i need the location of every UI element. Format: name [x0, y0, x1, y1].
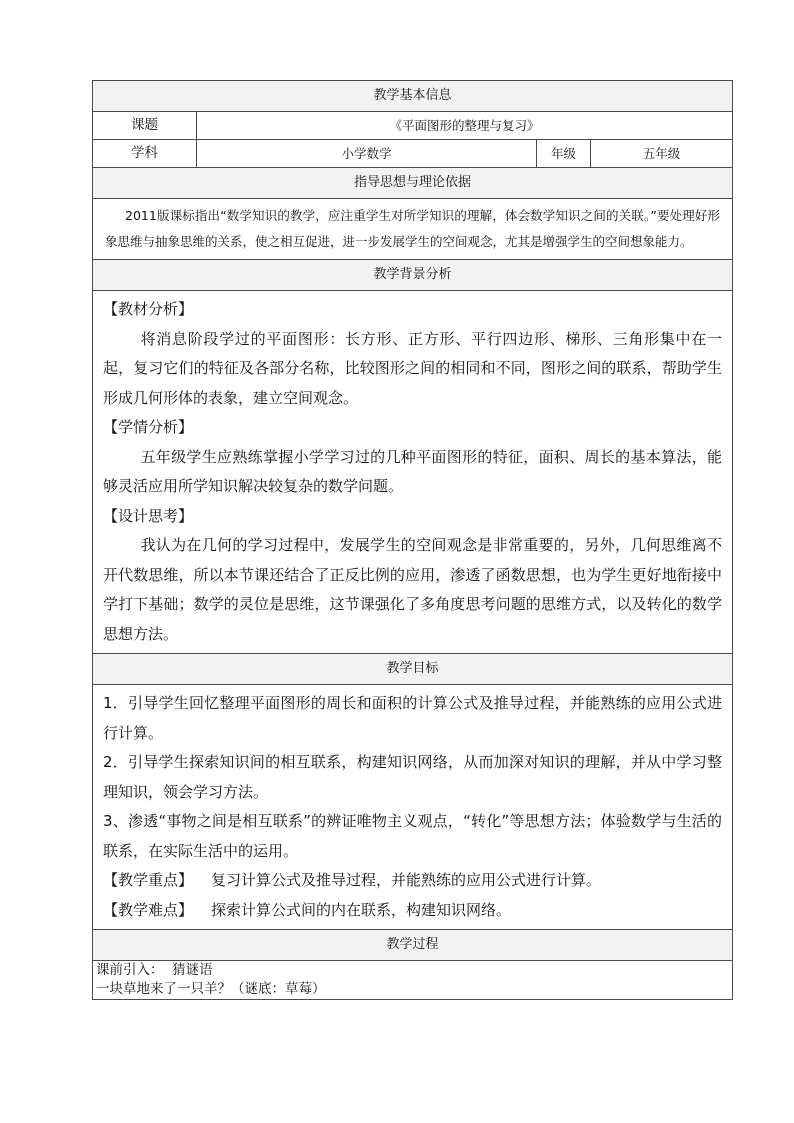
- section-basic-info: 教学基本信息: [93, 81, 733, 112]
- guiding-text: 2011版课标指出“数学知识的教学，应注重学生对所学知识的理解，体会数学知识之间的关联。”要处理好形象思维与抽象思维的关系，使之相互促进，进一步发展学生的空间观念，尤其是增强学生的空间想象能力。: [105, 208, 721, 249]
- difficult-point: [103, 896, 722, 926]
- process-cell: [93, 961, 733, 1000]
- subject-value: 小学数学: [197, 140, 537, 168]
- topic-value: 《平面图形的整理与复习》: [197, 112, 733, 140]
- topic-label: 课题: [93, 112, 197, 140]
- process-riddle: 一块草地来了一只羊？（谜底：草莓）: [96, 981, 326, 997]
- design-text: 我认为在几何的学习过程中，发展学生的空间观念是非常重要的，另外，几何思维离不开代数思维，所以本节课还结合了正反比例的应用，渗透了函数思想，也为学生更好地衔接中学打下基础；数学的灵位是思维，这节课强化了多角度思考问题的思维方式，以及转化的数学思想方法。: [103, 536, 723, 643]
- key-label: 【教学重点】: [103, 871, 194, 889]
- goal-item: 1．引导学生回忆整理平面图形的周长和面积的计算公式及推导过程，并能熟练的应用公式进行计算。: [103, 694, 723, 742]
- section-background: 教学背景分析: [93, 260, 733, 291]
- difficult-text: 探索计算公式间的内在联系，构建知识网络。: [211, 900, 512, 919]
- section-process: 教学过程: [93, 930, 733, 961]
- lesson-plan-table: [92, 80, 733, 1000]
- section-guiding: 指导思想与理论依据: [93, 168, 733, 199]
- material-text: 将消息阶段学过的平面图形：长方形、正方形、平行四边形、梯形、三角形集中在一起，复习它们的特征及各部分名称，比较图形之间的相同和不同，图形之间的联系，帮助学生形成几何形体的表象，建立空间观念。: [103, 329, 723, 407]
- grade-value: 五年级: [591, 140, 733, 168]
- grade-label: 年级: [537, 140, 591, 168]
- process-intro: 课前引入： 猜谜语: [96, 962, 213, 978]
- student-title: 【学情分析】: [103, 418, 194, 436]
- material-title: 【教材分析】: [103, 300, 194, 318]
- subject-label: 学科: [93, 140, 197, 168]
- background-cell: [93, 291, 733, 654]
- key-text: 复习计算公式及推导过程，并能熟练的应用公式进行计算。: [211, 871, 602, 889]
- difficult-label: 【教学难点】: [103, 900, 194, 919]
- key-point: [103, 866, 722, 896]
- goals-cell: [93, 685, 733, 930]
- section-goals: 教学目标: [93, 654, 733, 685]
- goal-item: 3、渗透“事物之间是相互联系”的辨证唯物主义观点，“转化”等思想方法；体验数学与生活的联系，在实际生活中的运用。: [103, 812, 723, 860]
- guiding-cell: [93, 199, 733, 260]
- goal-item: 2．引导学生探索知识间的相互联系，构建知识网络，从而加深对知识的理解，并从中学习整理知识，领会学习方法。: [103, 753, 723, 801]
- design-title: 【设计思考】: [103, 506, 194, 525]
- student-text: 五年级学生应熟练掌握小学学习过的几种平面图形的特征，面积、周长的基本算法，能够灵活应用所学知识解决较复杂的数学问题。: [103, 447, 723, 495]
